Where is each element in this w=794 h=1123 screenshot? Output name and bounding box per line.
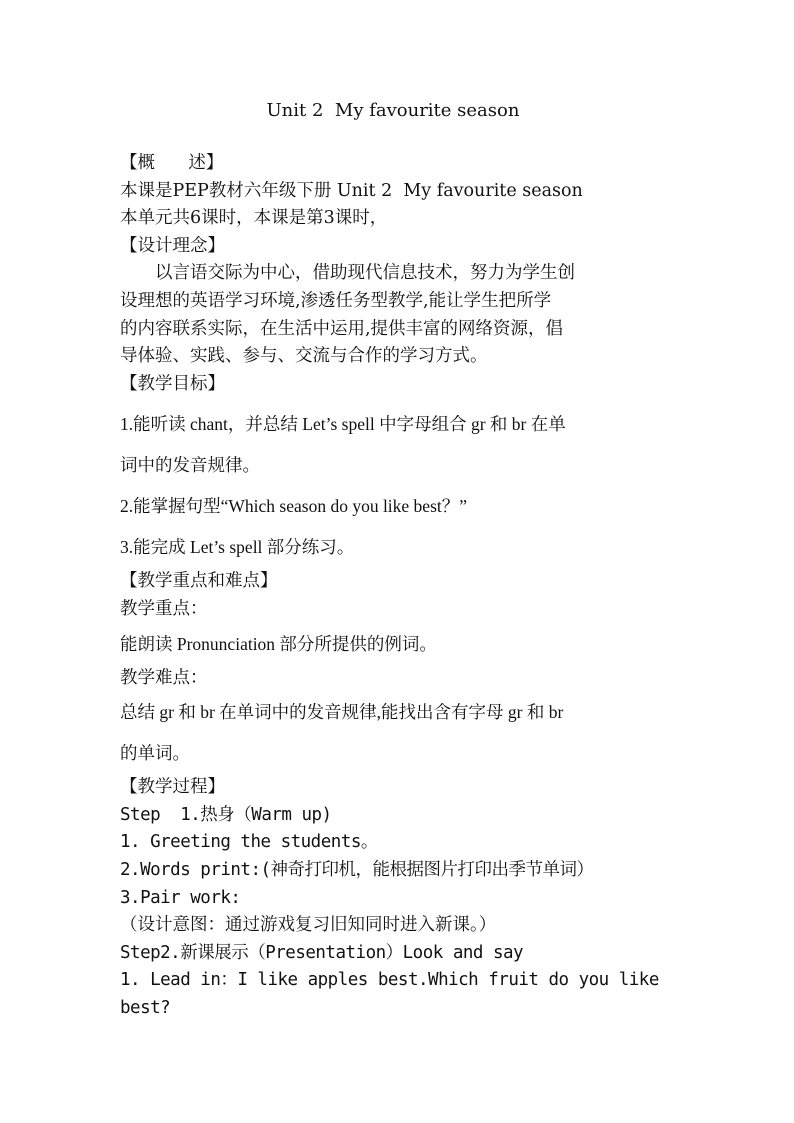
- objective-1-line-2: 词中的发音规律。: [120, 455, 260, 476]
- section-heading-key-points: 【教学重点和难点】: [120, 571, 278, 592]
- difficulties-label: 教学难点：: [120, 667, 208, 688]
- section-heading-process: 【教学过程】: [120, 777, 225, 798]
- section-heading-objectives: 【教学目标】: [120, 373, 225, 394]
- design-concept-line-2: 设理想的英语学习环境,渗透任务型教学,能让学生把所学: [120, 290, 552, 311]
- overview-line-2: 本单元共6课时，本课是第3课时，: [120, 208, 388, 229]
- process-item-words-print: 2.Words print:(神奇打印机，能根据图片打印出季节单词）: [120, 859, 594, 880]
- process-step-1: Step 1.热身（Warm up): [120, 804, 332, 825]
- section-heading-overview: 【概 述】: [120, 153, 224, 173]
- design-concept-line-4: 导体验、实践、参与、交流与合作的学习方式。: [120, 346, 488, 367]
- process-lead-in-line-1: 1. Lead in：I like apples best.Which fruit do you like: [120, 970, 659, 991]
- design-concept-line-1: 以言语交际为中心，借助现代信息技术，努力为学生创: [155, 263, 575, 284]
- objective-3: 3.能完成 Let’s spell 部分练习。: [120, 537, 355, 558]
- process-item-greeting: 1. Greeting the students。: [120, 832, 378, 853]
- section-heading-design-concept: 【设计理念】: [120, 235, 225, 256]
- document-title: Unit 2 My favourite season: [266, 100, 520, 121]
- difficulties-line-2: 的单词。: [120, 743, 190, 764]
- process-item-pair-work: 3.Pair work:: [120, 887, 241, 908]
- process-lead-in-line-2: best?: [120, 997, 171, 1018]
- process-step-2: Step2.新课展示（Presentation）Look and say: [120, 942, 524, 963]
- objective-2: 2.能掌握句型“Which season do you like best？”: [120, 496, 468, 517]
- design-concept-line-3: 的内容联系实际，在生活中运用,提供丰富的网络资源，倡: [120, 318, 564, 339]
- objective-1-line-1: 1.能听读 chant，并总结 Let’s spell 中字母组合 gr 和 br 在单: [120, 414, 566, 435]
- overview-line-1: 本课是PEP教材六年级下册 Unit 2 My favourite season: [120, 180, 583, 201]
- key-points-text: 能朗读 Pronunciation 部分所提供的例词。: [120, 633, 437, 654]
- difficulties-line-1: 总结 gr 和 br 在单词中的发音规律,能找出含有字母 gr 和 br: [120, 702, 564, 723]
- document-body: [120, 150, 685, 1022]
- process-design-intent: （设计意图：通过游戏复习旧知同时进入新课。）: [120, 915, 497, 936]
- key-points-label: 教学重点：: [120, 598, 208, 619]
